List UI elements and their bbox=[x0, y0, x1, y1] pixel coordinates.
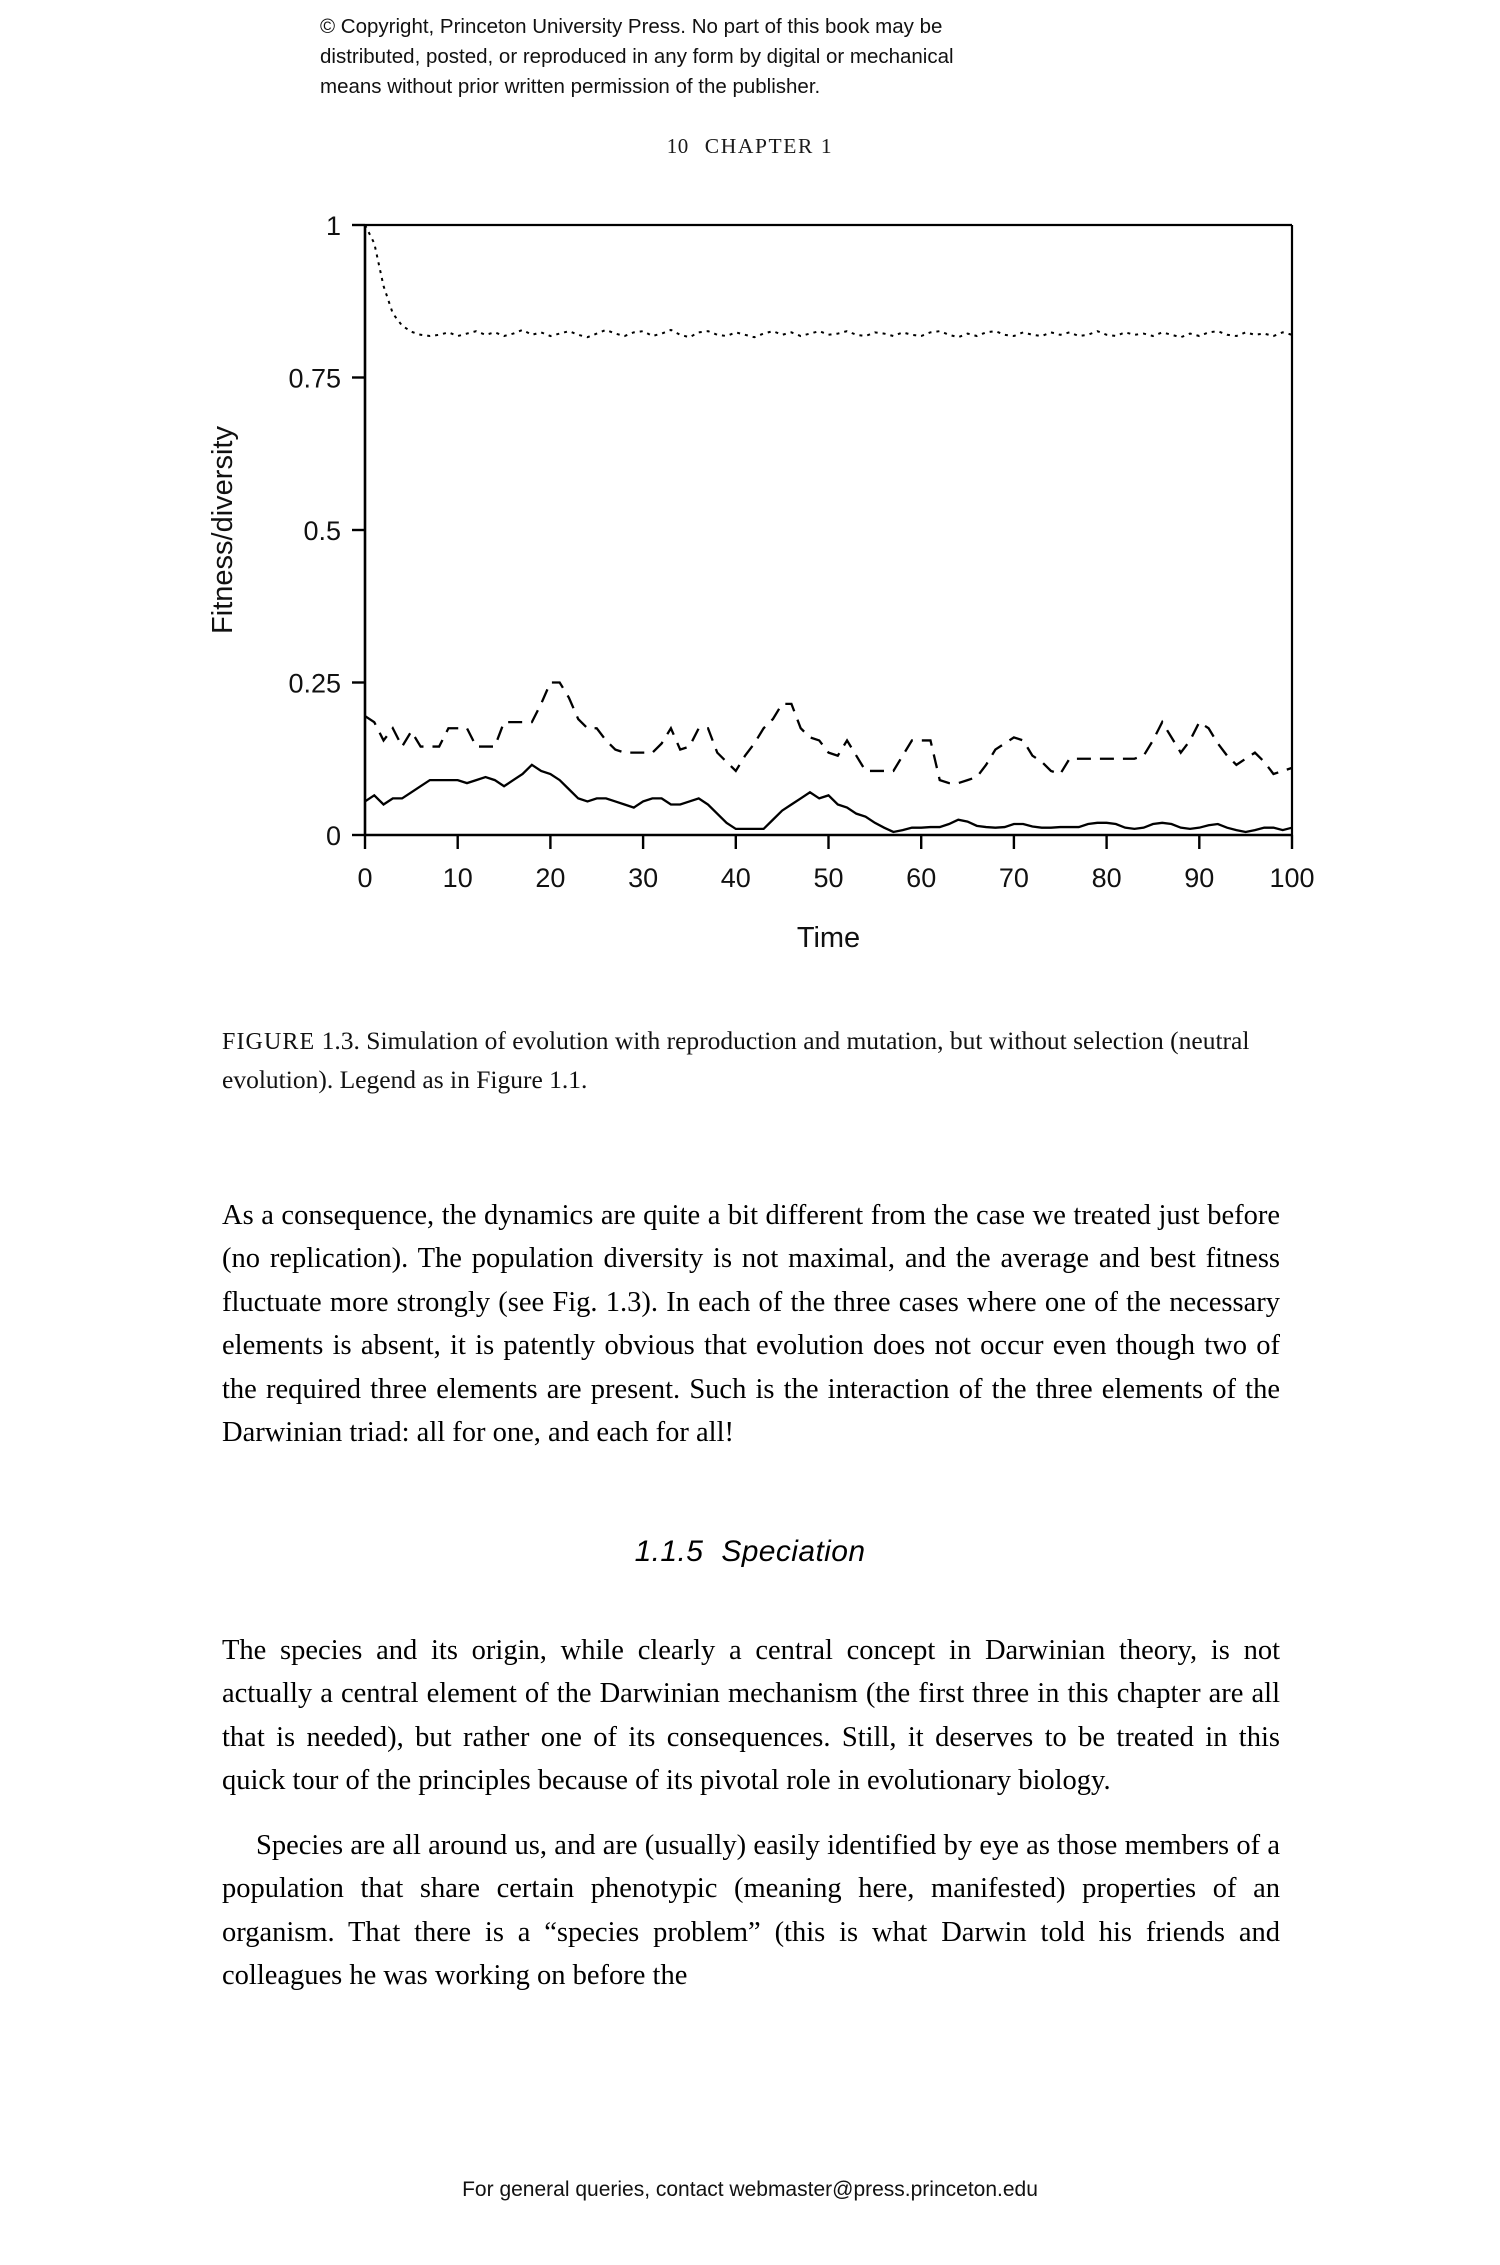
y-axis-tick-label: 1 bbox=[325, 211, 341, 241]
body-paragraph-2: The species and its origin, while clearly a central concept in Darwinian theory, is not actually a central element of the Darwinian mechanism (the first three in this chapter are all that is needed), but rather one of its consequences. Still, it deserves to be treated in this quick tour of the principles because of its pivotal role in evolutionary biology. bbox=[222, 1634, 1280, 1796]
chapter-label: CHAPTER 1 bbox=[704, 134, 834, 158]
body-paragraph-3 bbox=[222, 1824, 1280, 1998]
y-axis-title: Fitness/diversity bbox=[207, 426, 239, 634]
series-best-fitness bbox=[365, 683, 1292, 784]
copyright-line-1: © Copyright, Princeton University Press. No part of this book may be bbox=[320, 15, 943, 38]
running-head bbox=[0, 134, 1500, 159]
page-number: 10 bbox=[666, 134, 689, 158]
section-title: Speciation bbox=[721, 1535, 866, 1568]
x-axis-tick-label: 10 bbox=[442, 863, 473, 893]
x-axis-tick-label: 80 bbox=[1091, 863, 1122, 893]
figure-caption-label: FIGURE bbox=[222, 1029, 316, 1055]
x-axis-title: Time bbox=[796, 922, 861, 954]
copyright-line-2: distributed, posted, or reproduced in any form by digital or mechanical bbox=[320, 45, 954, 68]
x-axis-tick-label: 50 bbox=[813, 863, 844, 893]
series-diversity bbox=[365, 225, 1292, 337]
figure-caption-text: 1.3. Simulation of evolution with reproduction and mutation, but without selection (neutral evolution). Legend as in Figure 1.1. bbox=[222, 1026, 1250, 1094]
line-chart bbox=[180, 195, 1320, 995]
x-axis-tick-label: 20 bbox=[535, 863, 566, 893]
copyright-line-3: means without prior written permission of the publisher. bbox=[320, 75, 821, 98]
y-axis-tick-label: 0.5 bbox=[303, 516, 341, 546]
y-axis-tick-label: 0.75 bbox=[288, 363, 341, 394]
x-axis-tick-label: 30 bbox=[628, 863, 659, 893]
section-number: 1.1.5 bbox=[634, 1535, 704, 1568]
x-axis-tick-label: 0 bbox=[357, 863, 373, 893]
figure-caption bbox=[222, 1022, 1292, 1098]
page-footer: For general queries, contact webmaster@press.princeton.edu bbox=[462, 2178, 1038, 2201]
figure-1-3 bbox=[180, 195, 1320, 995]
x-axis-tick-label: 100 bbox=[1269, 863, 1315, 893]
x-axis-tick-label: 40 bbox=[720, 863, 751, 893]
section-heading-speciation bbox=[0, 1535, 1500, 1569]
y-axis-tick-label: 0 bbox=[325, 821, 341, 851]
y-axis-tick-label: 0.25 bbox=[288, 668, 341, 699]
series-average-fitness bbox=[365, 765, 1292, 832]
copyright-notice bbox=[320, 12, 1180, 102]
x-axis-tick-label: 60 bbox=[906, 863, 937, 893]
body-paragraph-1: As a consequence, the dynamics are quite a bit different from the case we treated just before (no replication). The population diversity is not maximal, and the average and best fitness fluctuate more strongly (see Fig. 1.3). In each of the three cases where one of the necessary elements is absent, it is patently obvious that evolution does not occur even though two of the required three elements are present. Such is the interaction of the three elements of the Darwinian triad: all for one, and each for all! bbox=[222, 1199, 1280, 1448]
x-axis-tick-label: 70 bbox=[998, 863, 1029, 893]
x-axis-tick-label: 90 bbox=[1184, 863, 1215, 893]
body-paragraph-3-text: Species are all around us, and are (usually) easily identified by eye as those members of a population that share certain phenotypic (meaning here, manifested) properties of an organism. That there is a “species problem” (this is what Darwin told his friends and colleagues he was working on before the bbox=[222, 1829, 1280, 1991]
